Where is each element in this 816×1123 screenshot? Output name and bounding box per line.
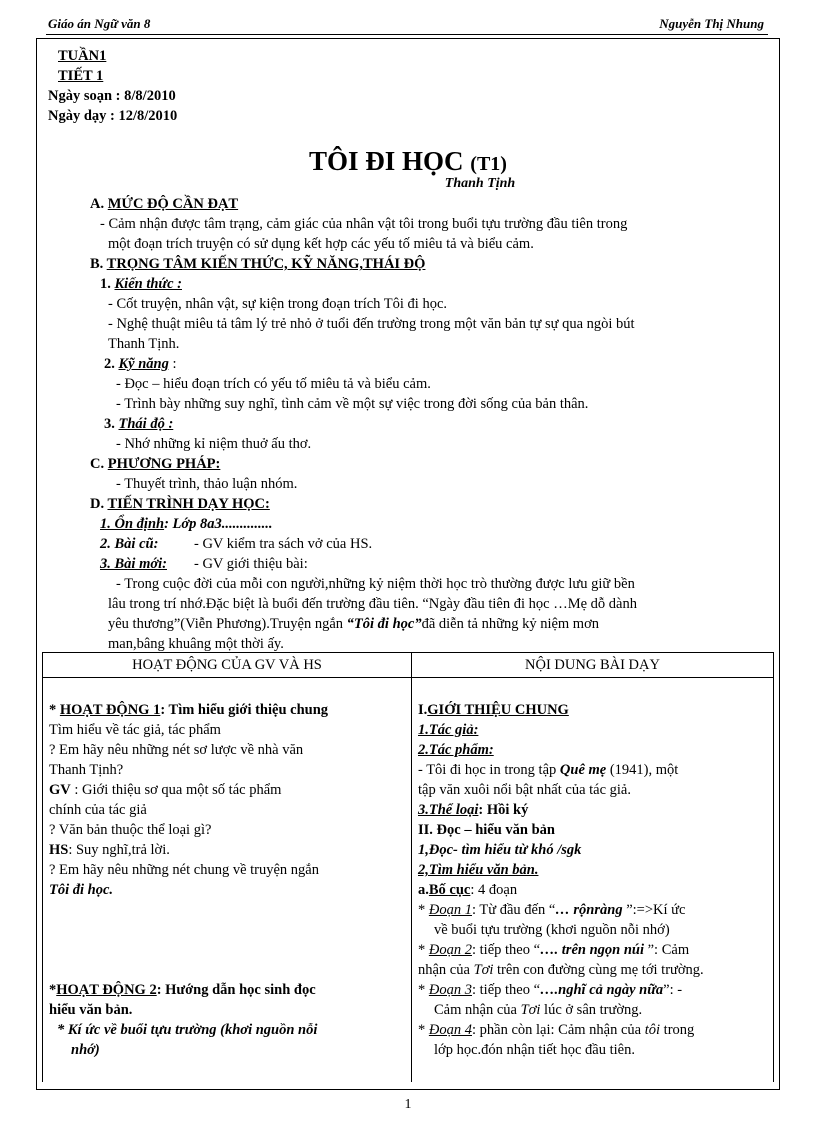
skills-num: 2. (104, 356, 115, 372)
lesson-author: Thanh Tịnh (444, 176, 516, 191)
skills-heading (104, 354, 177, 374)
step-2 (100, 534, 372, 554)
activity-line-7 (49, 840, 170, 860)
activity-1-star: * (49, 702, 60, 718)
section-a-text2: một đoạn trích truyện có sử dụng kết hợp các yếu tố miêu tả và biểu cảm. (108, 236, 534, 252)
content-analysis: 2,Tìm hiểu văn bản. (418, 862, 539, 878)
intro-line-4: man,bâng khuâng một thời ấy. (108, 636, 284, 652)
step-2-text: - GV kiểm tra sách vở của HS. (194, 536, 373, 552)
activity-line-4 (49, 780, 281, 800)
period-label: TIẾT 1 (58, 68, 104, 84)
content-part-4-star: * (418, 1022, 429, 1038)
page-number: 1 (404, 1097, 412, 1112)
activity-2-label: HOẠT ĐỘNG 2 (56, 982, 157, 998)
activity-1-heading (49, 700, 328, 720)
header-right: Nguyễn Thị Nhung (659, 16, 764, 31)
attitude-label: Thái độ : (118, 416, 174, 432)
content-part-2-line-2c: trên con đường cùng mẹ tới trường. (493, 962, 704, 978)
skills-colon: : (168, 356, 177, 372)
content-line-4 (418, 760, 678, 780)
col-header-content: NỘI DUNG BÀI DẠY (412, 653, 774, 678)
activity-line-1: Tìm hiểu về tác giả, tác phẩm (49, 722, 221, 738)
activity-line-8: ? Em hãy nêu những nét chung về truyện ngắn (49, 862, 319, 878)
content-cell (412, 678, 774, 1083)
content-part-2-text: : tiếp theo “ (471, 942, 541, 958)
lesson-title-main: TÔI ĐI HỌC (309, 146, 464, 176)
content-part-1-line-2: về buổi tựu trường (khơi nguồn nỗi nhớ) (434, 922, 670, 938)
content-part-2-star: * (418, 942, 429, 958)
content-part-1-star: * (418, 902, 429, 918)
skills-label: Kỹ năng (118, 356, 169, 372)
content-part-2-label: Đoạn 2 (428, 942, 472, 958)
content-line-4a: - Tôi đi học in trong tập (418, 762, 557, 778)
content-part-2-line-2 (418, 960, 704, 980)
teach-date: Ngày dạy : 12/8/2010 (48, 108, 178, 124)
content-part-2-line-2b: Tơi (473, 962, 494, 978)
content-part-2-line-2a: nhận của (418, 962, 474, 978)
content-part-4-line-2: lớp học.đón nhận tiết học đầu tiên. (434, 1042, 635, 1058)
knowledge-heading (100, 274, 182, 294)
content-part-2 (418, 940, 689, 960)
content-part-2-end: ”: Cảm (647, 942, 690, 958)
activity-2-star: * (49, 982, 57, 998)
activity-line-9: Tôi đi học. (49, 882, 114, 898)
content-heading-1-prefix: I. (418, 702, 428, 718)
table-body-row (43, 678, 774, 1083)
activity-line-2: ? Em hãy nêu những nét sơ lược về nhà văn (49, 742, 304, 758)
attitude-heading (104, 414, 173, 434)
activity-line-7-text: : Suy nghĩ,trả lời. (68, 842, 170, 858)
section-a-text: - Cảm nhận được tâm trạng, cảm giác của nhân vật tôi trong buổi tựu trường đầu tiên trong (100, 216, 628, 232)
lesson-title (0, 146, 816, 177)
content-author: 1.Tác giả: (418, 722, 479, 738)
knowledge-item-1: - Cốt truyện, nhân vật, sự kiện trong đoạn trích Tôi đi học. (108, 296, 448, 312)
section-a-title: MỨC ĐỘ CẦN ĐẠT (107, 196, 239, 212)
step-1-label: 1. Ổn định (100, 516, 165, 532)
content-part-3-star: * (418, 982, 429, 998)
content-part-1-end: ”:=>Kí ức (626, 902, 686, 918)
content-heading-2: II. Đọc – hiểu văn bản (418, 822, 555, 838)
skills-item-2: - Trình bày những suy nghĩ, tình cảm về một sự việc trong đời sống của bản thân. (116, 396, 589, 412)
section-c-heading (90, 454, 220, 474)
knowledge-item-2b: Thanh Tịnh. (108, 336, 180, 352)
content-part-4-end: trong (660, 1022, 695, 1038)
section-d-heading (90, 494, 270, 514)
header-left: Giáo án Ngữ văn 8 (48, 16, 151, 31)
activity-1-text: : Tìm hiểu giới thiệu chung (160, 702, 329, 718)
content-part-4-label: Đoạn 4 (428, 1022, 472, 1038)
intro-line-3 (108, 614, 599, 634)
lesson-title-part: (T1) (470, 153, 507, 175)
step-3 (100, 554, 308, 574)
content-part-3-quote: ….nghĩ cả ngày nữa (540, 982, 664, 998)
intro-line-3-title: “Tôi đi học” (346, 616, 422, 632)
content-part-4-word: tôi (644, 1022, 661, 1038)
content-structure-label: Bố cục (428, 882, 471, 898)
section-d-title: TIẾN TRÌNH DẠY HỌC: (107, 496, 270, 512)
content-part-3-label: Đoạn 3 (428, 982, 472, 998)
activity-line-4-label: GV (49, 782, 71, 798)
content-read: 1,Đọc- tìm hiểu từ khó /sgk (418, 842, 582, 858)
content-part-2-quote: …. trên ngọn núi (540, 942, 648, 958)
knowledge-item-2: - Nghệ thuật miêu tả tâm lý trẻ nhỏ ở tuổi đến trường trong một văn bản tự sự qua ngòi bút (108, 316, 635, 332)
prep-date: Ngày soạn : 8/8/2010 (48, 88, 176, 104)
knowledge-label: Kiến thức : (114, 276, 182, 292)
activity-1-label: HOẠT ĐỘNG 1 (59, 702, 161, 718)
content-structure-value: : 4 đoạn (470, 882, 518, 898)
content-line-4b: Quê mẹ (559, 762, 607, 778)
activity-2-text: : Hướng dẫn học sinh đọc (156, 982, 316, 998)
content-part-4-text: : phần còn lại: Cảm nhận của (471, 1022, 645, 1038)
activity-2-text2: hiểu văn bản. (49, 1002, 133, 1018)
activities-cell (43, 678, 412, 1083)
section-a-prefix: A. (90, 196, 105, 212)
intro-line-3-end: đã diễn tả những kỷ niệm mơn (421, 616, 600, 632)
activity-line-3: Thanh Tịnh? (49, 762, 124, 778)
content-part-1-quote: … rộnràng (555, 902, 627, 918)
content-part-3-text: : tiếp theo “ (471, 982, 541, 998)
activity-line-10: * Kí ức về buổi tựu trường (khơi nguồn nỗi (57, 1022, 318, 1038)
knowledge-num: 1. (100, 276, 111, 292)
lesson-table (42, 652, 774, 1082)
activity-line-5: chính của tác giả (49, 802, 147, 818)
section-c-text: - Thuyết trình, thảo luận nhóm. (116, 476, 298, 492)
section-a-heading (90, 194, 238, 214)
skills-item-1: - Đọc – hiểu đoạn trích có yếu tố miêu tả và biểu cảm. (116, 376, 431, 392)
intro-line-1: - Trong cuộc đời của mỗi con người,những kỷ niệm thời học trò thường được lưu giữ bền (116, 576, 635, 592)
content-structure (418, 880, 517, 900)
section-b-prefix: B. (90, 256, 104, 272)
content-part-1 (418, 900, 685, 920)
content-genre-value: : Hồi ký (478, 802, 529, 818)
content-line-5: tập văn xuôi nổi bật nhất của tác giả. (418, 782, 631, 798)
week-label: TUẦN1 (58, 48, 107, 64)
content-genre (418, 800, 528, 820)
section-b-heading (90, 254, 425, 274)
content-heading-1 (418, 700, 569, 720)
content-part-4 (418, 1020, 694, 1040)
step-3-label: 3. Bài mới: (100, 556, 167, 572)
content-part-3-line-2 (434, 1000, 642, 1020)
content-genre-label: 3.Thể loại (418, 802, 479, 818)
content-work: 2.Tác phẩm: (418, 742, 494, 758)
attitude-num: 3. (104, 416, 115, 432)
section-c-title: PHƯƠNG PHÁP: (107, 456, 221, 472)
activity-line-6: ? Văn bản thuộc thể loại gì? (49, 822, 212, 838)
activity-line-11: nhớ) (71, 1042, 100, 1058)
content-part-3-line-2a: Cảm nhận của (434, 1002, 521, 1018)
content-line-4c: (1941), một (609, 762, 679, 778)
content-part-1-text: : Từ đầu đến “ (471, 902, 556, 918)
activity-line-7-label: HS (49, 842, 69, 858)
content-part-3-line-2c: lúc ở sân trường. (540, 1002, 643, 1018)
header-divider (46, 34, 768, 35)
activity-line-4-text: : Giới thiệu sơ qua một số tác phẩm (70, 782, 282, 798)
section-b-title: TRỌNG TÂM KIẾN THỨC, KỸ NĂNG,THÁI ĐỘ (106, 256, 426, 272)
step-1-text: : Lớp 8a3.............. (164, 516, 273, 532)
table-header-row (43, 653, 774, 678)
activity-2-heading (49, 980, 316, 1000)
col-header-activities: HOẠT ĐỘNG CỦA GV VÀ HS (43, 653, 412, 678)
step-3-text: - GV giới thiệu bài: (194, 556, 308, 572)
section-d-prefix: D. (90, 496, 105, 512)
content-part-3 (418, 980, 682, 1000)
attitude-item-1: - Nhớ những kỉ niệm thuở ấu thơ. (116, 436, 312, 452)
content-part-1-label: Đoạn 1 (428, 902, 472, 918)
step-2-label: 2. Bài cũ: (100, 536, 159, 552)
content-part-3-line-2b: Tơi (520, 1002, 541, 1018)
step-1 (100, 514, 273, 534)
intro-line-2: lâu trong trí nhớ.Đặc biệt là buổi đến trường đầu tiên. “Ngày đầu tiên đi học …Mẹ dỗ dành (108, 596, 637, 612)
content-heading-1-title: GIỚI THIỆU CHUNG (427, 702, 569, 718)
content-structure-prefix: a. (418, 882, 429, 898)
intro-line-3-text: yêu thương”(Viễn Phương).Truyện ngắn (108, 616, 344, 632)
section-c-prefix: C. (90, 456, 105, 472)
content-part-3-end: ”: - (663, 982, 683, 998)
